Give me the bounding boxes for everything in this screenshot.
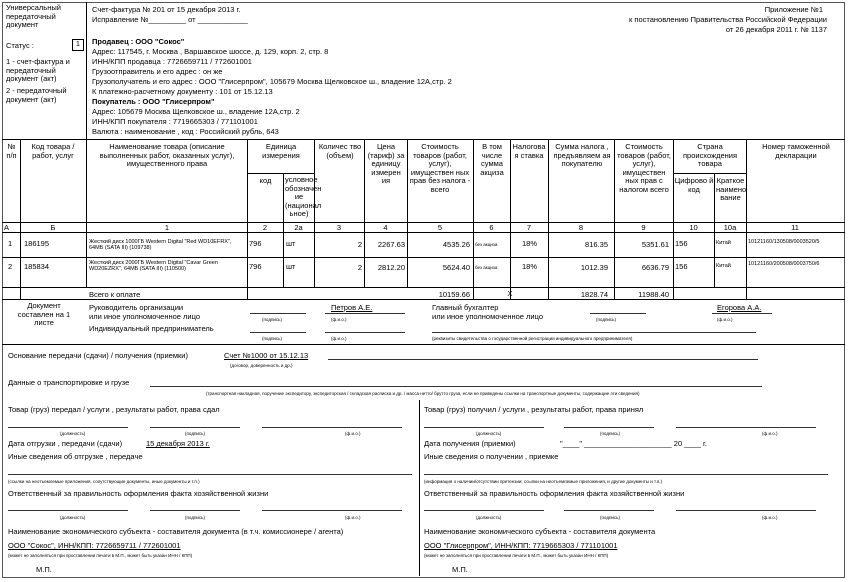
recv-resp-fio-caption: (ф.и.о.) [762, 515, 778, 520]
ship-resp-fio-caption: (ф.и.о.) [345, 515, 361, 520]
recv-resp-position-caption: (должность) [476, 515, 502, 520]
sheets-label: Документ составлен на 1 листе [17, 301, 71, 327]
recv-other-label: Иные сведения о получении , приемке [424, 452, 559, 461]
received-fio-caption: (ф.и.о.) [762, 431, 778, 436]
total-label: Всего к оплате [89, 290, 141, 299]
recv-date[interactable]: "____" _____________________ 20 ____ г. [560, 439, 707, 448]
currency: Валюта : наименование , код : Российский рубль, 643 [92, 127, 279, 136]
invoice-number: Счет-фактура № 201 от 15 декабря 2013 г. [92, 5, 241, 14]
appendix-label: Приложение №1 [764, 5, 823, 14]
basis-value: Счет №1000 от 15.12.13 [224, 351, 309, 360]
shipper: Грузоотправитель и его адрес : он же [92, 67, 223, 76]
received-position-caption: (должность) [476, 431, 502, 436]
table-top-border [2, 139, 845, 140]
ship-other-caption: (ссылки на неотъемлемые приложения, сопутствующие документы, иные документы и т.п.) [8, 479, 200, 484]
colnum: 10а [723, 223, 737, 232]
col-header-unit: Единица измерения [262, 142, 300, 160]
seller-entity-caption: (может не заполняться при проставлении печати в М.П., может быть указан ИНН / КПП) [8, 553, 193, 558]
buyer-entity-caption: (может не заполняться при проставлении печати в М.П., может быть указан ИНН / КПП) [424, 553, 609, 558]
handed-sig-caption: (подпись) [185, 431, 206, 436]
col-header-num: № п/п [6, 142, 17, 160]
colnum: 4 [383, 223, 388, 232]
received-sig-caption: (подпись) [600, 431, 621, 436]
col-header-code: Код товара / работ, услуг [31, 142, 75, 160]
handed-fio-caption: (ф.и.о.) [345, 431, 361, 436]
handed-label: Товар (груз) передал / услуги , результаты работ, права сдал [8, 405, 220, 414]
col-header-excise: В том числе сумма акциза [480, 142, 504, 177]
entrepreneur-label: Индивидуальный предприниматель [89, 324, 214, 333]
accountant-label: Главный бухгалтер [432, 303, 499, 312]
recv-responsible-label: Ответственный за правильность оформления факта хозяйственной жизни [424, 489, 685, 498]
status-note-2: 2 - передаточный документ (акт) [6, 86, 67, 104]
col-header-rate: Налогова я ставка [512, 142, 546, 160]
ship-resp-sig-caption: (подпись) [185, 515, 206, 520]
head-sig-caption: (подпись) [262, 317, 283, 322]
transport-label: Данные о транспортировке и грузе [8, 378, 130, 387]
status-label: Статус : [6, 41, 34, 50]
colnum: 11 [791, 223, 799, 232]
total-cost: 10159.66 [438, 290, 470, 299]
accountant-label-2: или иное уполномоченное лицо [432, 312, 544, 321]
ship-responsible-label: Ответственный за правильность оформления факта хозяйственной жизни [8, 489, 269, 498]
seller-stamp: М.П. [36, 565, 52, 574]
total-tax: 1828.74 [580, 290, 608, 299]
col-header-qty: Количес тво (объем) [318, 142, 362, 160]
registration-caption: (реквизиты свидетельства о государственной регистрации индивидуального предпринимателя) [432, 336, 633, 341]
colnum: 6 [489, 223, 494, 232]
col-header-country-code: Цифрово й код [674, 176, 714, 194]
transport-caption: (транспортная накладная, поручение экспедитору, экспедиторская / складская расписка и др. / масса нетто/ брутто груза, если не приведены ссылки на транспортные документы, содержащие эти сведения) [206, 391, 640, 396]
accountant-name: Егорова А.А. [717, 303, 762, 312]
buyer-name: Покупатель : ООО "Глисерпром" [92, 97, 215, 106]
total-sum: 11988.40 [638, 290, 669, 299]
decree-date: от 26 декабря 2011 г. № 1137 [725, 25, 827, 34]
ship-date-label: Дата отгрузки , передачи (сдачи) [8, 439, 123, 448]
recv-date-label: Дата получения (приемки) [424, 439, 516, 448]
col-header-cost: Стоимость товаров (работ, услуг), имуществен ных прав без налога - всего [409, 142, 471, 194]
seller-entity-label: Наименование экономического субъекта - составителя документа (в т.ч. комиссионере / агента) [8, 527, 344, 536]
col-header-total: Стоимость товаров (работ, услуг), имуществен ных прав с налогом всего [617, 142, 671, 194]
seller-address: Адрес: 117545, г. Москва , Варшавское шоссе, д. 129, корп. 2, стр. 8 [92, 47, 329, 56]
total-excise: Х [507, 289, 513, 298]
status-note-1: 1 - счет-фактура и передаточный документ (акт) [6, 57, 70, 83]
doc-type-title: Универсальный передаточный документ [6, 3, 61, 29]
buyer-entity-label: Наименование экономического субъекта - составителя документа [424, 527, 656, 536]
seller-name: Продавец : ООО "Сокос" [92, 37, 185, 46]
ship-date: 15 декабря 2013 г. [146, 439, 210, 448]
head-fio-caption: (ф.и.о.) [331, 317, 347, 322]
colnum: 5 [437, 223, 443, 232]
received-label: Товар (груз) получил / услуги , результаты работ, права принял [424, 405, 644, 414]
buyer-address: Адрес: 105679 Москва Щелковское ш., владение 12А,стр. 2 [92, 107, 300, 116]
col-header-unit-name: условное обозначен ие (национал ьное) [285, 175, 322, 218]
colnum: 2 [262, 223, 268, 232]
handed-position-caption: (должность) [60, 431, 86, 436]
accountant-fio-caption: (ф.и.о.) [717, 317, 733, 322]
seller-entity-value: ООО "Сокос", ИНН/КПП: 7726659711 / 772601001 [8, 541, 181, 550]
column-split [419, 400, 420, 576]
sidebar-divider [86, 2, 87, 139]
recv-resp-sig-caption: (подпись) [600, 515, 621, 520]
col-header-tax: Сумма налога , предъявляем ая покупателю [553, 142, 611, 168]
colnum: 8 [578, 223, 584, 232]
colnum: 10 [689, 223, 698, 232]
entrepreneur-sig-caption: (подпись) [262, 336, 283, 341]
col-header-customs: Номер таможенной декларации [762, 142, 830, 160]
colnum: 7 [526, 223, 532, 232]
section-divider [2, 344, 845, 345]
correction-number: Исправление №_________ от ____________ [92, 15, 248, 24]
head-label: Руководитель организации [89, 303, 184, 312]
colnum: 1 [164, 223, 170, 232]
colnum: 2а [294, 223, 303, 232]
buyer-inn: ИНН/КПП покупателя : 7719665303 / 771101001 [92, 117, 258, 126]
consignee: Грузополучатель и его адрес : ООО "Глисерпром", 105679 Москва Щелковское ш., владение 12А,стр. 2 [92, 77, 452, 86]
buyer-entity-value: ООО "Глисерпром", ИНН/КПП: 7719665303 / 771101001 [424, 541, 618, 550]
colnum: 9 [641, 223, 646, 232]
payment-document: К платежно-расчетному документу : 101 от 15.12.13 [92, 87, 273, 96]
colnum: А [4, 223, 10, 232]
col-header-name: Наименование товара (описание выполненных работ, оказанных услуг), имущественного права [99, 142, 235, 168]
accountant-sig-caption: (подпись) [596, 317, 617, 322]
decree-label: к постановлению Правительства Российской Федерации [629, 15, 827, 24]
col-header-unit-code: код [259, 176, 272, 185]
head-label-2: или иное уполномоченное лицо [89, 312, 201, 321]
col-header-price: Цена (тариф) за единицу измерен ия [367, 142, 405, 185]
colnum: Б [50, 223, 56, 232]
seller-inn: ИНН/КПП продавца : 7726659711 / 772601001 [92, 57, 252, 66]
ship-other-label: Иные сведения об отгрузке , передаче [8, 452, 143, 461]
buyer-stamp: М.П. [452, 565, 468, 574]
entrepreneur-fio-caption: (ф.и.о.) [331, 336, 347, 341]
basis-label: Основание передачи (сдачи) / получения (приемки) [8, 351, 188, 360]
ship-resp-position-caption: (должность) [60, 515, 86, 520]
basis-caption: (договор, доверенность и др.) [230, 363, 293, 368]
colnum: 3 [336, 223, 342, 232]
col-header-country-name: Краткое наимено вание [716, 176, 747, 202]
head-name: Петров А.Е. [331, 303, 373, 312]
col-header-country: Страна происхождения товара [682, 142, 738, 168]
recv-other-caption: (информация о наличии/отсутствии претензии; ссылки на неотъемлемые приложения, и другие документы и т.п.) [424, 479, 663, 484]
status-value[interactable]: 1 [72, 39, 84, 51]
